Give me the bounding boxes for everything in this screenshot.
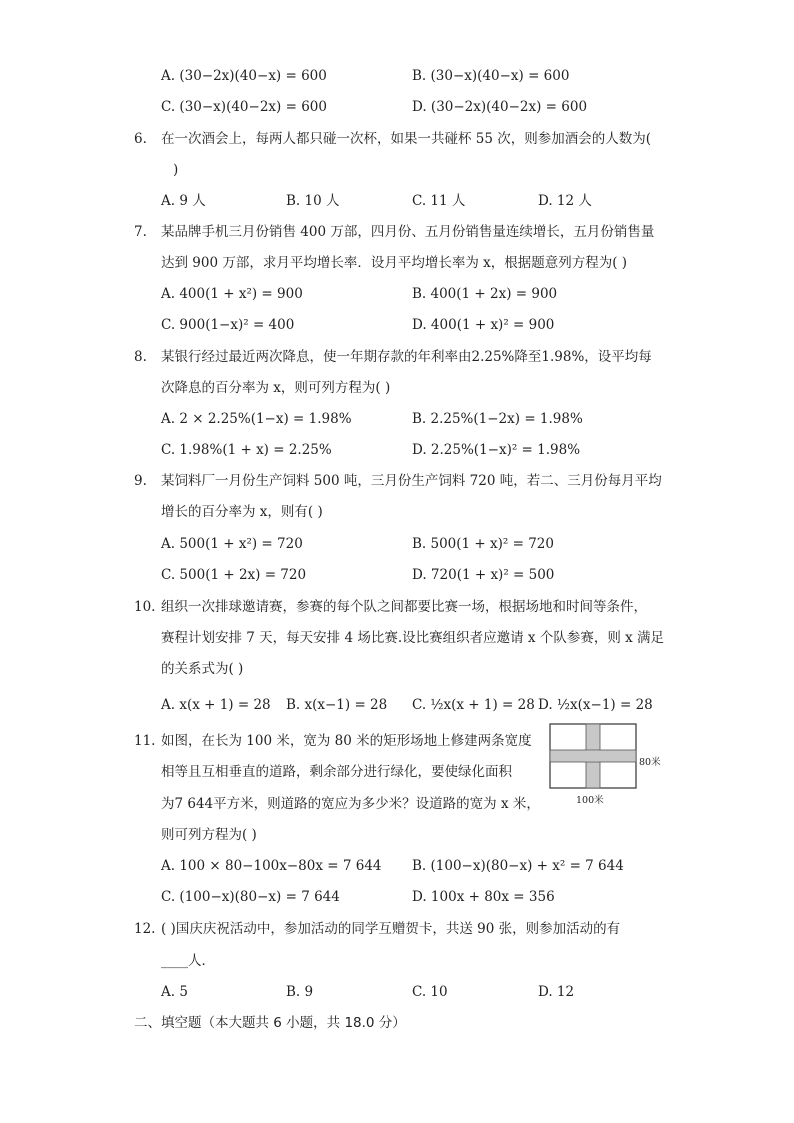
q11-stem-line2: 相等且互相垂直的道路，剩余部分进行绿化，要使绿化面积	[161, 764, 512, 780]
q6-stem-line1: 在一次酒会上，每两人都只碰一次杯，如果一共碰杯 55 次，则参加酒会的人数为(	[161, 131, 652, 147]
q9-option-c: C. 500(1 + 2x) = 720	[161, 567, 307, 583]
q8-number: 8.	[134, 349, 147, 365]
q10-stem-line2: 赛程计划安排 7 天，每天安排 4 场比赛.设比赛组织者应邀请 x 个队参赛，则 x 满足	[161, 630, 665, 646]
q11-option-b: B. (100−x)(80−x) + x² = 7 644	[412, 858, 624, 874]
q5-option-c: C. (30−x)(40−2x) = 600	[161, 99, 327, 115]
q6-option-c: C. 11 人	[412, 193, 466, 209]
q9-option-b: B. 500(1 + x)² = 720	[412, 536, 554, 552]
section-2-title: 二、填空题（本大题共 6 小题，共 18.0 分）	[134, 1015, 406, 1031]
q7-option-c: C. 900(1−x)² = 400	[161, 317, 295, 333]
q11-stem-line4: 则可列方程为( )	[161, 827, 257, 843]
q12-option-b: B. 9	[286, 984, 314, 1000]
q12-stem-line2: ____人．	[161, 953, 215, 969]
q12-option-c: C. 10	[412, 984, 448, 1000]
q10-stem-line3: 的关系式为( )	[161, 661, 244, 677]
q8-option-b: B. 2.25%(1−2x) = 1.98%	[412, 411, 583, 427]
figure-length-label: 100米	[576, 795, 604, 806]
q10-option-a: A. x(x + 1) = 28	[161, 697, 271, 713]
q11-stem-line3: 为7 644平方米，则道路的宽应为多少米？设道路的宽为 x 米，	[161, 796, 540, 812]
q5-option-b: B. (30−x)(40−x) = 600	[412, 68, 570, 84]
q8-option-d: D. 2.25%(1−x)² = 1.98%	[412, 442, 581, 458]
q6-stem-line2: )	[173, 162, 179, 178]
q7-option-a: A. 400(1 + x²) = 900	[161, 286, 303, 302]
q11-figure-rectangle-roads	[549, 723, 669, 813]
q11-option-d: D. 100x + 80x = 356	[412, 889, 555, 905]
q11-stem-line1: 如图，在长为 100 米，宽为 80 米的矩形场地上修建两条宽度	[161, 733, 532, 749]
q5-option-a: A. (30−2x)(40−x) = 600	[161, 68, 327, 84]
figure-width-label: 80米	[639, 757, 661, 768]
q8-option-a: A. 2 × 2.25%(1−x) = 1.98%	[161, 411, 352, 427]
q11-option-c: C. (100−x)(80−x) = 7 644	[161, 889, 340, 905]
q9-number: 9.	[134, 473, 147, 489]
q10-option-c: C. ½x(x + 1) = 28	[412, 697, 535, 713]
q8-stem-line2: 次降息的百分率为 x，则可列方程为( )	[161, 380, 391, 396]
q6-number: 6.	[134, 131, 147, 147]
q9-option-a: A. 500(1 + x²) = 720	[161, 536, 303, 552]
q10-option-d: D. ½x(x−1) = 28	[538, 697, 653, 713]
q9-option-d: D. 720(1 + x)² = 500	[412, 567, 555, 583]
q10-option-b: B. x(x−1) = 28	[286, 697, 388, 713]
q7-stem-line1: 某品牌手机三月份销售 400 万部，四月份、五月份销售量连续增长，五月份销售量	[161, 224, 655, 240]
q11-option-a: A. 100 × 80−100x−80x = 7 644	[161, 858, 382, 874]
q9-stem-line1: 某饲料厂一月份生产饲料 500 吨，三月份生产饲料 720 吨，若二、三月份每月平均	[161, 473, 662, 489]
q10-stem-line1: 组织一次排球邀请赛，参赛的每个队之间都要比赛一场，根据场地和时间等条件，	[161, 599, 647, 615]
q7-stem-line2: 达到 900 万部，求月平均增长率．设月平均增长率为 x，根据题意列方程为( )	[161, 255, 628, 271]
road-intersection	[586, 750, 599, 761]
q6-option-b: B. 10 人	[286, 193, 340, 209]
q9-stem-line2: 增长的百分率为 x，则有( )	[161, 504, 323, 520]
q12-stem-line1: ( )国庆庆祝活动中，参加活动的同学互赠贺卡，共送 90 张，则参加活动的有	[161, 921, 621, 937]
q5-option-d: D. (30−2x)(40−2x) = 600	[412, 99, 588, 115]
q6-option-a: A. 9 人	[161, 193, 206, 209]
q8-stem-line1: 某银行经过最近两次降息，使一年期存款的年利率由2.25%降至1.98%，设平均每	[161, 349, 652, 365]
q7-option-b: B. 400(1 + 2x) = 900	[412, 286, 558, 302]
q11-number: 11.	[134, 733, 156, 749]
q10-number: 10.	[134, 599, 156, 615]
q8-option-c: C. 1.98%(1 + x) = 2.25%	[161, 442, 332, 458]
q12-option-d: D. 12	[538, 984, 575, 1000]
q12-number: 12.	[134, 921, 156, 937]
q7-number: 7.	[134, 224, 147, 240]
q6-option-d: D. 12 人	[538, 193, 592, 209]
q7-option-d: D. 400(1 + x)² = 900	[412, 317, 555, 333]
q12-option-a: A. 5	[161, 984, 188, 1000]
